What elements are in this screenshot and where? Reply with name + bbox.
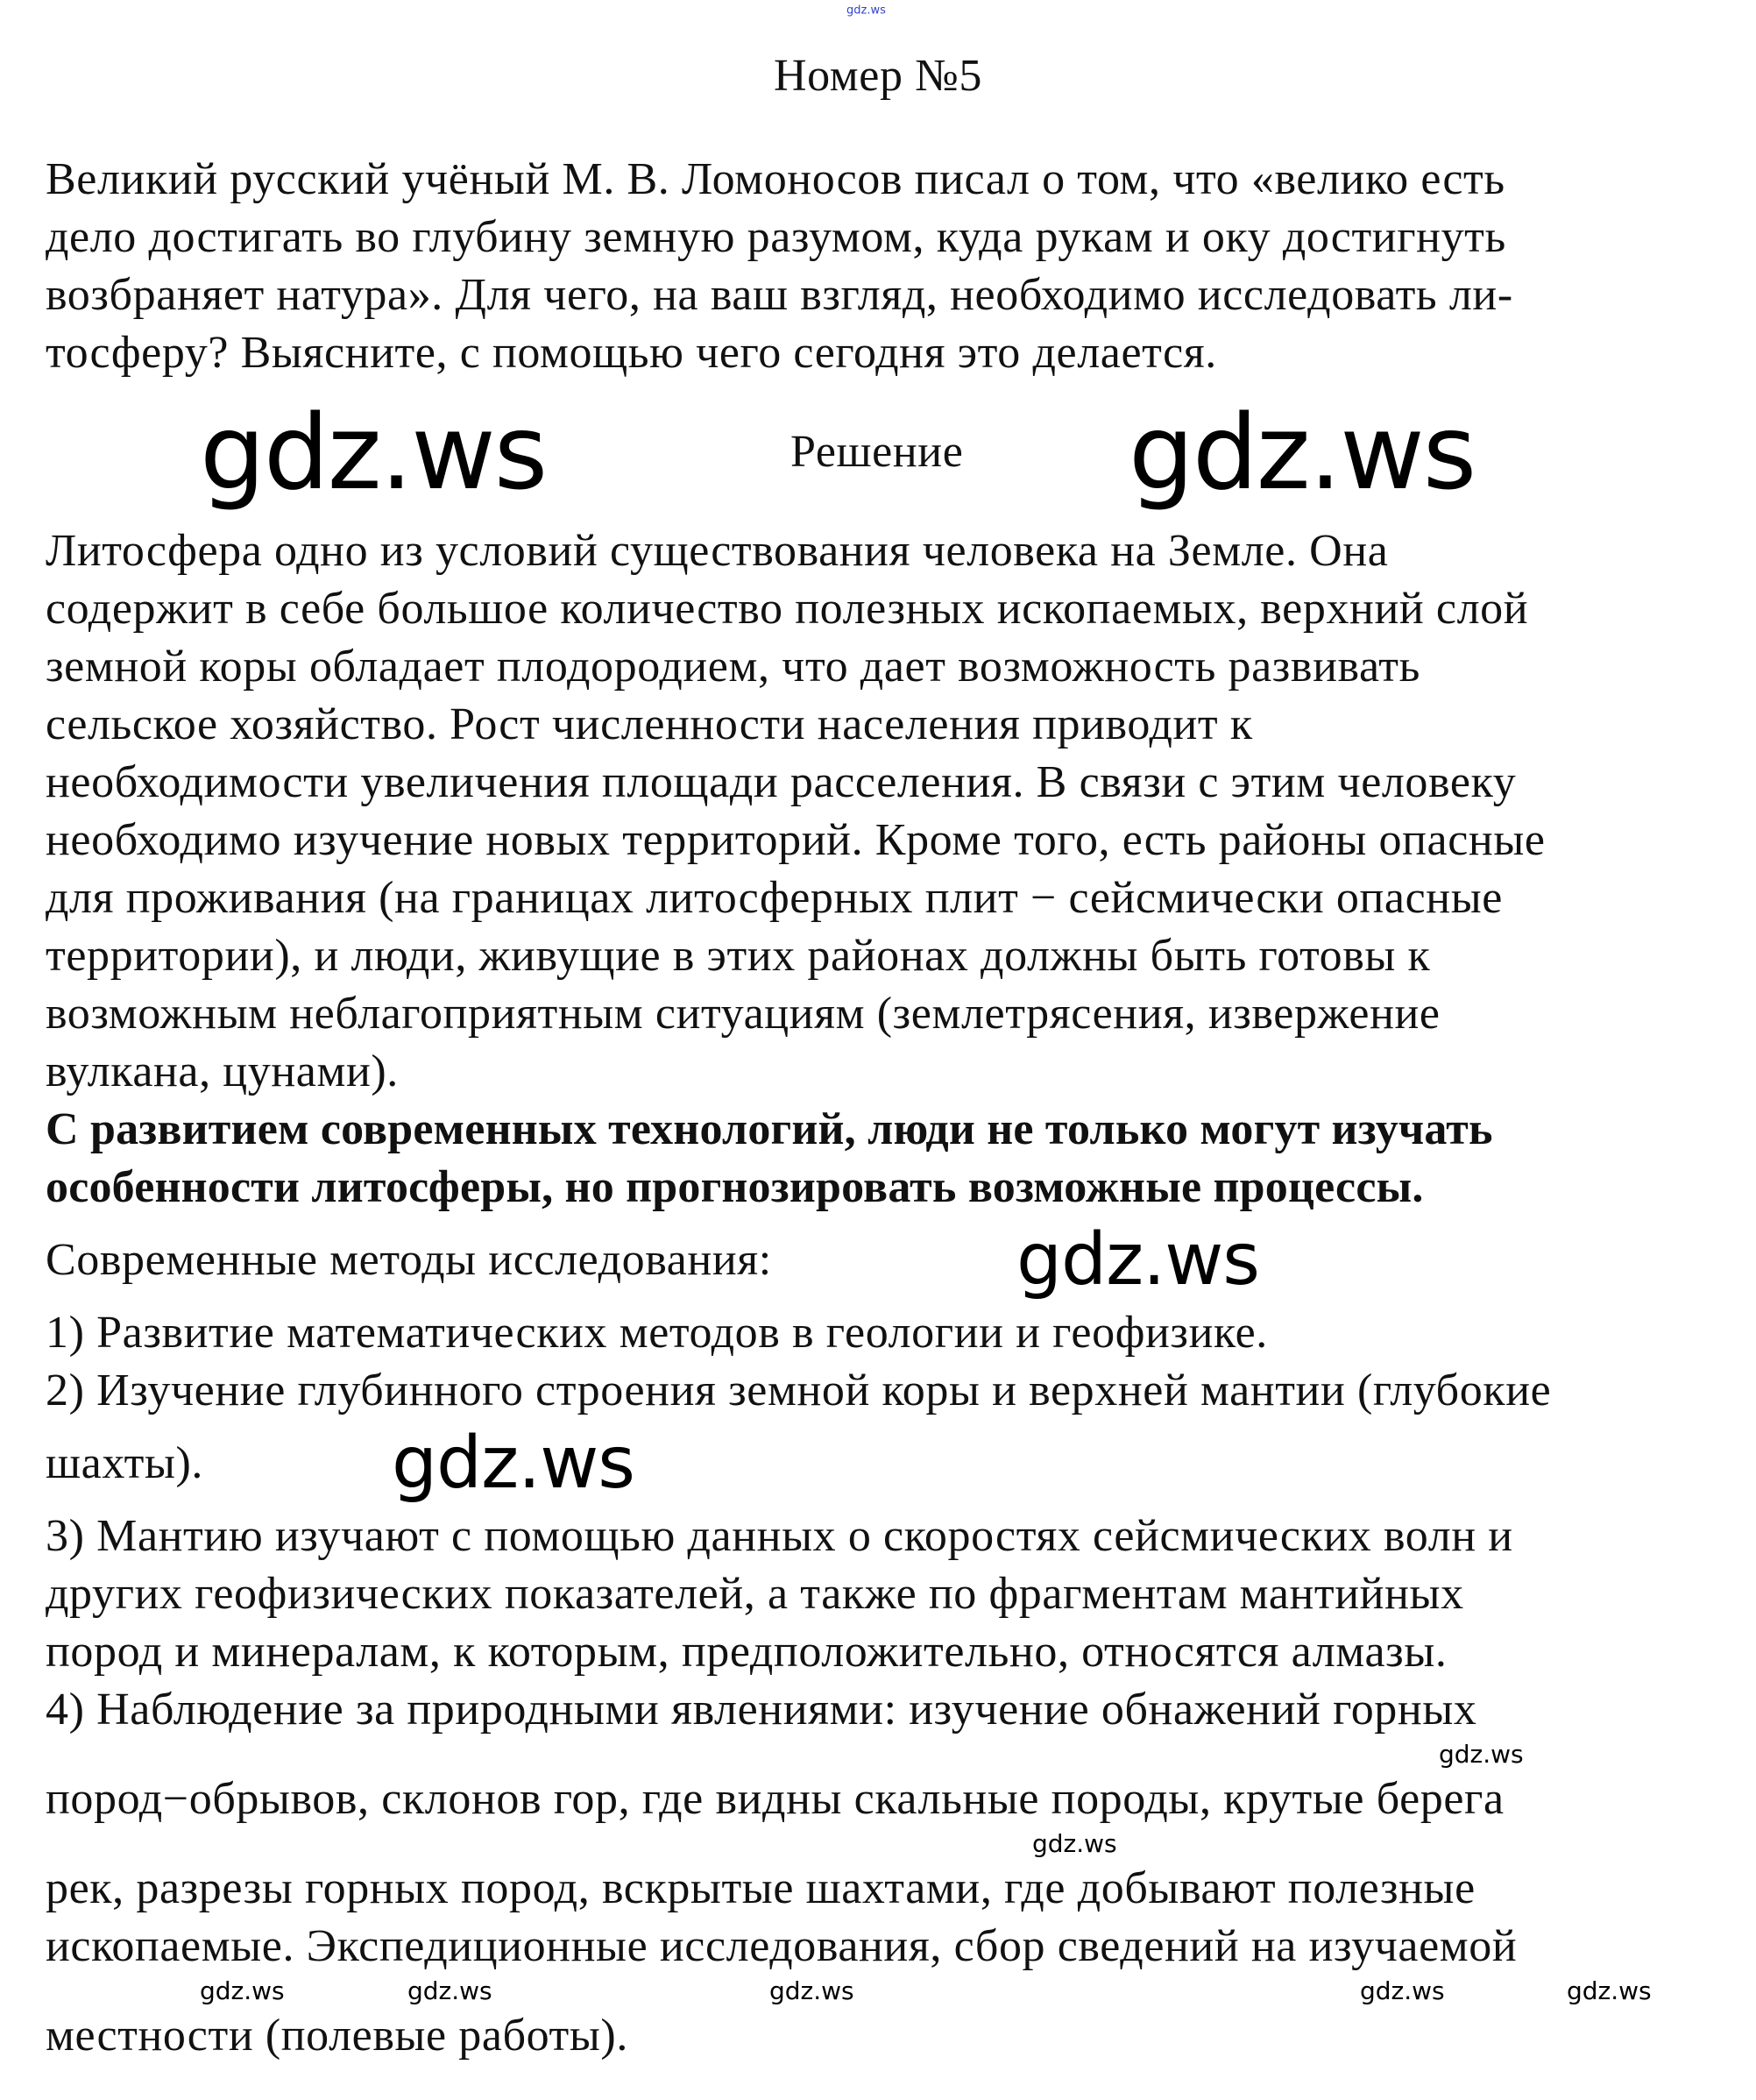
watermark: gdz.ws (200, 1976, 285, 2005)
question-text (0, 151, 1756, 382)
watermark: gdz.ws (1016, 1218, 1259, 1302)
methods-line: 3) Мантию изучают с помощью данных о скоростях сейсмических волн и (46, 1511, 1513, 1561)
methods-row-shafts (0, 1420, 1756, 1508)
solution-line: для проживания (на границах литосферных плит − сейсмически опасные (46, 873, 1503, 923)
watermark: gdz.ws (1567, 1976, 1652, 2005)
question-line: дело достигать во глубину земную разумом, куда рукам и оку достигнуть (46, 212, 1506, 262)
methods-line: пород−обрывов, склонов гор, где видны скальные породы, крутые берега (46, 1774, 1505, 1824)
watermark-row (0, 1976, 1756, 2007)
solution-line: сельское хозяйство. Рост численности населения приводит к (46, 699, 1253, 749)
watermark: gdz.ws (407, 1976, 492, 2005)
watermark-row (0, 1828, 1756, 1860)
solution-heading-row (0, 382, 1756, 522)
solution-line: необходимости увеличения площади расселения. В связи с этим человеку (46, 757, 1517, 807)
methods-line: рек, разрезы горных пород, вскрытые шахтами, где добывают полезные (46, 1863, 1476, 1913)
header-watermark: gdz.ws (846, 4, 886, 18)
methods-heading-row (0, 1217, 1756, 1304)
solution-heading: Решение (790, 427, 964, 477)
solution-line: вулкана, цунами). (46, 1046, 399, 1096)
solution-line: содержит в себе большое количество полезных ископаемых, верхний слой (46, 584, 1529, 634)
methods-line: ископаемые. Экспедиционные исследования, сбор сведений на изучаемой (46, 1921, 1518, 1971)
solution-line: возможным неблагоприятным ситуациям (землетрясения, извержение (46, 989, 1441, 1039)
solution-line: территории), и люди, живущие в этих районах должны быть готовы к (46, 931, 1431, 981)
watermark: gdz.ws (1360, 1976, 1445, 2005)
methods-line: шахты). (46, 1438, 204, 1488)
watermark: gdz.ws (1439, 1740, 1524, 1769)
page-title: Номер №5 (774, 51, 982, 101)
solution-line: земной коры обладает плодородием, что дает возможность развивать (46, 642, 1420, 692)
solution-text (0, 522, 1756, 2065)
bold-line: особенности литосферы, но прогнозировать возможные процессы. (46, 1162, 1424, 1212)
watermark: gdz.ws (1032, 1829, 1117, 1858)
methods-line: 1) Развитие математических методов в геологии и геофизике. (46, 1308, 1268, 1358)
watermark-row (0, 1739, 1756, 1770)
methods-line: 4) Наблюдение за природными явлениями: изучение обнажений горных (46, 1685, 1477, 1735)
header-row (0, 0, 1756, 21)
methods-line: других геофизических показателей, а также по фрагментам мантийных (46, 1569, 1464, 1619)
methods-line: местности (полевые работы). (46, 2011, 628, 2061)
watermark: gdz.ws (392, 1422, 634, 1505)
watermark: gdz.ws (200, 392, 547, 513)
question-line: возбраняет натура». Для чего, на ваш взгляд, необходимо исследовать ли- (46, 270, 1513, 320)
methods-line: 2) Изучение глубинного строения земной коры и верхней мантии (глубокие (46, 1366, 1552, 1415)
solution-line: Литосфера одно из условий существования человека на Земле. Она (46, 526, 1389, 576)
question-line: Великий русский учёный М. В. Ломоносов писал о том, что «велико есть (46, 154, 1505, 204)
methods-line: пород и минералам, к которым, предположительно, относятся алмазы. (46, 1627, 1448, 1677)
bold-line: С развитием современных технологий, люди не только могут изучать (46, 1104, 1493, 1154)
watermark: gdz.ws (769, 1976, 854, 2005)
methods-line: Современные методы исследования: (46, 1235, 772, 1285)
watermark: gdz.ws (1129, 392, 1476, 513)
question-line: тосферу? Выясните, с помощью чего сегодня это делается. (46, 328, 1217, 378)
solution-line: необходимо изучение новых территорий. Кроме того, есть районы опасные (46, 815, 1546, 865)
